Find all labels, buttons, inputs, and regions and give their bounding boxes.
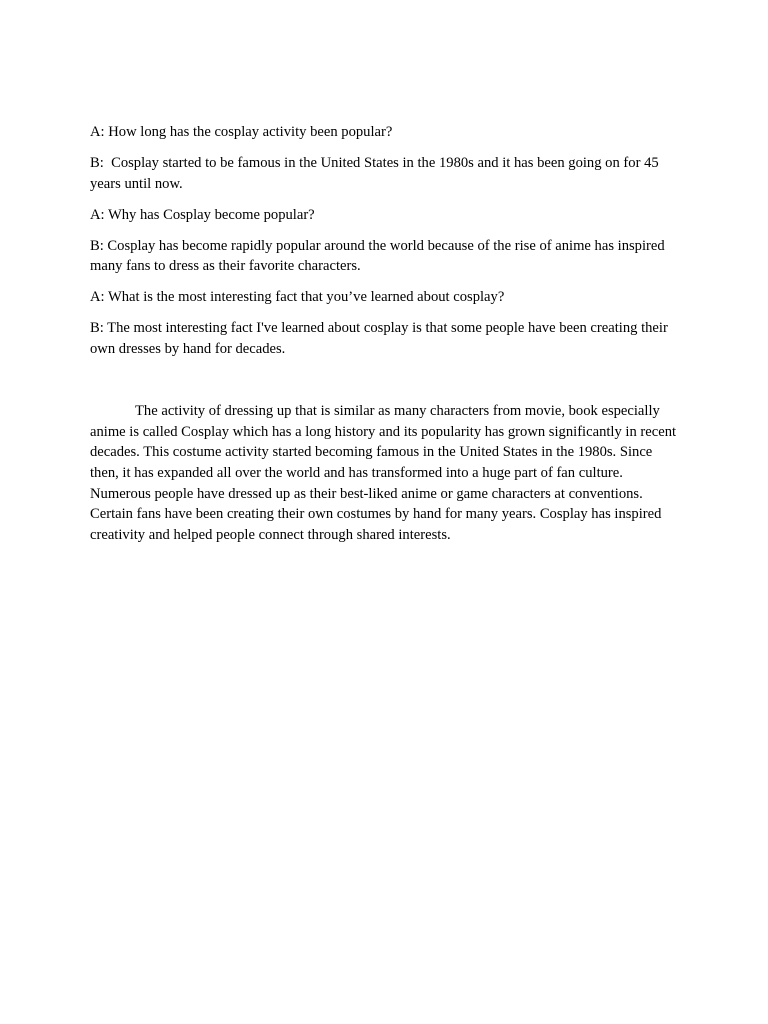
interview-answer-1: B: Cosplay started to be famous in the United States in the 1980s and it has been going on for 45 years until now. (90, 154, 663, 192)
document-body (90, 122, 682, 545)
essay-paragraph: The activity of dressing up that is similar as many characters from movie, book especially anime is called Cosplay which has a long history and its popularity has grown significantly in recent decades. This costume activity started becoming famous in the United States in the 1980s. Since then, it has expanded all over the world and has transformed into a huge part of fan culture. Numerous people have dressed up as their best-liked anime or game characters at conventions. Certain fans have been creating their own costumes by hand for many years. Cosplay has inspired creativity and helped people connect through shared interests. (90, 403, 677, 543)
interview-question-1: A: How long has the cosplay activity been popular? (90, 124, 393, 140)
interview-question-3: A: What is the most interesting fact that you’ve learned about cosplay? (90, 289, 505, 306)
interview-answer-2: B: Cosplay has become rapidly popular around the world because of the rise of anime has inspired many fans to dress as their favorite characters. (90, 237, 669, 275)
interview-question-2: A: Why has Cosplay become popular? (90, 206, 315, 223)
interview-answer-3: B: The most interesting fact I've learned about cosplay is that some people have been creating their own dresses by hand for decades. (90, 320, 672, 357)
